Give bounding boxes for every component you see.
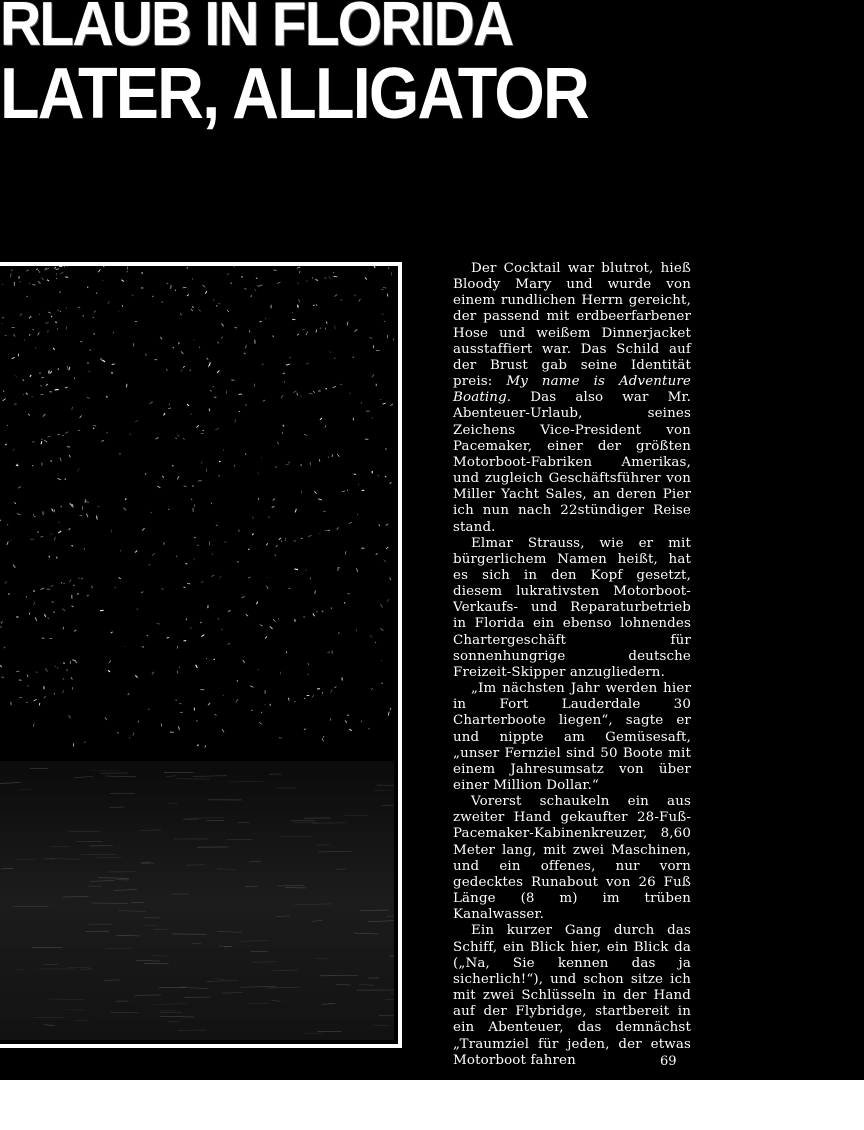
paragraph-2: Elmar Strauss, wie er mit bürgerlichem Namen heißt, hat es sich in den Kopf gesetzt, diesem lukrativsten Motorboot-Verkaufs- und Reparaturbetrieb in Florida ein ebenso lohnendes Chartergeschäft für sonnenhungrige deutsche Freizeit-Skipper anzugliedern. [453, 535, 691, 680]
paragraph-4: Vorerst schaukeln ein aus zweiter Hand gekaufter 28-Fuß-Pacemaker-Kabinenkreuzer, 8,60 Meter lang, mit zwei Maschinen, und ein offenes, nur vorn gedecktes Runabout von 26 Fuß Länge (8 m) im trüben Kanalwasser. [453, 794, 691, 923]
paragraph-5: Ein kurzer Gang durch das Schiff, ein Blick hier, ein Blick da („Na, Sie kennen das ja sicherlich!“), und schon sitze ich mit zwei Schlüsseln in der Hand auf der Flybridge, startbereit in ein Abenteuer, das demnächst „Traumziel für jeden, der etwas Motorboot fahren [453, 923, 691, 1068]
page-number: 69 [660, 1054, 677, 1069]
page-bottom-margin [0, 1080, 864, 1130]
section-kicker: RLAUB IN FLORIDA [0, 0, 513, 59]
night-water-photo [0, 262, 402, 1048]
paragraph-1-text-a: Der Cocktail war blutrot, hieß Bloody Mary und wurde von einem rundlichen Herrn gereicht, der passend mit erdbeerfarbener Hose und weißem Dinnerjacket ausstaffiert war. Das Schild auf der Brust gab seine Identität preis: [453, 261, 691, 390]
name-tag-quote: My name is Adventure Boating [453, 374, 691, 406]
article-title: LATER, ALLIGATOR [0, 54, 588, 134]
paragraph-1 [453, 261, 691, 536]
photo-texture [0, 266, 394, 1040]
paragraph-1-text-b: . Das also war Mr. Abenteuer-Urlaub, seines Zeichens Vice-President von Pacemaker, einer der größten Motorboot-Fabriken Amerikas, und zugleich Geschäftsführer von Miller Yacht Sales, an deren Pier ich nun nach 22stündiger Reise stand. [453, 390, 691, 535]
water-surface [0, 761, 394, 1040]
article-body [453, 261, 691, 1069]
paragraph-3: „Im nächsten Jahr werden hier in Fort Lauderdale 30 Charterboote liegen“, sagte er und nippte am Gemüsesaft, „unser Fernziel sind 50 Boote mit einem Jahresumsatz von über einer Million Dollar.“ [453, 681, 691, 793]
